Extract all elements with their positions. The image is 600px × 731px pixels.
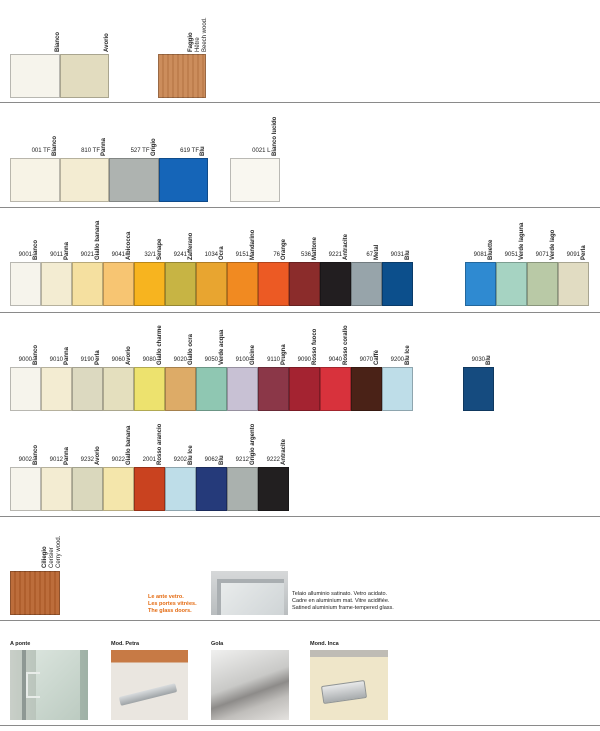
handle-label: Gola [211,641,224,647]
swatch-label: Mattone [312,237,318,260]
swatch-code: 527 TF [130,148,150,154]
swatch-label: Avorio [126,346,132,365]
color-swatch [227,262,258,306]
swatch-label: Giallo charme [157,325,163,365]
swatch-code: 9050 [204,357,218,363]
color-swatch [463,367,494,411]
swatch-label: Blu Ice [188,445,194,465]
swatch-code: 9030 [471,357,485,363]
swatch-code: 9071 [535,252,549,258]
handle-photo-a-ponte [10,650,88,720]
swatch-label: Grigio argento [250,423,256,465]
color-swatch [60,158,110,202]
swatch-label: Cerisier [49,547,55,568]
color-swatch [134,467,165,511]
color-swatch [165,367,196,411]
swatch-label: Zafferano [188,232,194,260]
color-swatch [103,367,134,411]
swatch-code: 9241 [173,252,187,258]
glass-doors-title: Les portes vitrées. [148,601,197,607]
swatch-label: Perla [581,245,587,260]
swatch-code: 9021 [80,252,94,258]
swatch-code: 9190 [80,357,94,363]
swatch-label: Orange [281,238,287,260]
swatch-label: Glicine [250,344,256,365]
glass-doors-title: Le ante vetro. [148,594,184,600]
swatch-label: Albicocca [126,231,132,260]
swatch-label: Verde lago [550,229,556,260]
color-swatch [10,467,41,511]
swatch-label: Rosso corallo [343,325,349,365]
swatch-label: Giallo banana [95,220,101,260]
swatch-label: Panna [64,446,70,465]
color-swatch [289,367,320,411]
swatch-label: Blu [486,355,492,365]
swatch-code: 9091 [566,252,580,258]
color-swatch [60,54,109,98]
swatch-code: 9200 [390,357,404,363]
handle-label: A ponte [10,641,31,647]
swatch-label: Mandarino [250,229,256,260]
color-swatch [558,262,589,306]
swatch-code: 9060 [111,357,125,363]
color-swatch [10,262,41,306]
color-swatch [41,367,72,411]
swatch-label: Antracite [343,233,349,260]
swatch-label: Blu [219,455,225,465]
swatch-code: 536 [300,252,311,258]
color-swatch [10,54,60,98]
swatch-label: Bianco [55,31,61,52]
swatch-code: 9001 [18,252,32,258]
color-swatch [382,367,413,411]
color-swatch [10,367,41,411]
frame-description: Telaio alluminio satinato. Vetro acidato. [292,591,388,597]
swatch-code: 9070 [359,357,373,363]
color-swatch [41,262,72,306]
handle-photo-petra [111,650,188,720]
color-swatch [227,367,258,411]
color-swatch [258,367,289,411]
swatch-label: Rosso arancio [157,423,163,465]
color-swatch [258,467,289,511]
swatch-label: Rosso fuoco [312,328,318,365]
swatch-label: Panna [64,346,70,365]
color-swatch [382,262,413,306]
swatch-code: 76 [273,252,280,258]
swatch-code: 9010 [49,357,63,363]
swatch-label: Panna [64,241,70,260]
swatch-label: Panna [101,137,107,156]
color-swatch [165,467,196,511]
swatch-code: 9062 [204,457,218,463]
color-swatch [227,467,258,511]
swatch-code: 001 TF [31,148,51,154]
swatch-label: Bianco [33,239,39,260]
swatch-code: 9212 [235,457,249,463]
color-swatch [289,262,320,306]
color-swatch [72,467,103,511]
swatch-code: 9031 [390,252,404,258]
swatch-code: 9020 [173,357,187,363]
glass-doors-title: The glass doors. [148,608,192,614]
frame-description: Satined aluminium frame-tempered glass. [292,605,394,611]
handle-label: Mond. Inca [310,641,339,647]
swatch-label: Antracite [281,438,287,465]
color-swatch [165,262,196,306]
wood-swatch [10,571,60,615]
color-swatch [109,158,159,202]
divider [0,620,600,621]
swatch-label: Perla [95,350,101,365]
handle-photo-inca [310,650,388,720]
swatch-code: 1034 [204,252,218,258]
color-swatch [72,262,103,306]
swatch-code: 9011 [50,252,63,258]
swatch-label: Ocra [219,246,225,260]
color-swatch [134,262,165,306]
color-swatch [527,262,558,306]
swatch-code: 9110 [267,357,280,363]
color-swatch [10,158,60,202]
swatch-label: Bianco lucido [271,116,278,156]
handle-label: Mod. Petra [111,641,140,647]
swatch-code: 9000 [18,357,32,363]
color-swatch [196,467,227,511]
swatch-code: 810 TF [81,148,100,154]
frame-description: Cadre en aluminium mat. Vitre acidifiée. [292,598,390,604]
swatch-label: Giallo ocra [188,333,194,365]
divider [0,516,600,517]
color-swatch [41,467,72,511]
color-swatch [159,158,209,202]
color-swatch [72,367,103,411]
color-swatch [351,262,382,306]
swatch-label: Bianco [33,344,39,365]
color-swatch [134,367,165,411]
color-swatch [196,262,227,306]
swatch-code: 9012 [49,457,63,463]
divider [0,207,600,208]
swatch-code: 9232 [80,457,94,463]
color-swatch [103,467,134,511]
swatch-code: 9151 [235,252,249,258]
swatch-label: Senape [157,238,163,260]
swatch-code: 9221 [328,252,342,258]
swatch-label: Hêtre [195,37,201,52]
handle-photo-gola [211,650,289,720]
swatch-label: Faggio [188,32,194,52]
swatch-code: 9222 [266,457,280,463]
color-swatch [465,262,496,306]
swatch-code: 0021 L [252,148,271,154]
color-swatch [230,158,280,202]
swatch-label: Blu Ice [405,345,411,365]
divider [0,312,600,313]
swatch-label: Verde laguna [519,222,525,260]
swatch-label: Grigio [150,138,157,156]
swatch-code: 32/1 [144,252,156,258]
swatch-code: 9081 [473,252,487,258]
swatch-code: 9002 [18,457,32,463]
glass-door-photo [211,571,288,615]
swatch-label: Blu [200,146,206,156]
swatch-code: 67 [366,252,373,258]
swatch-code: 9202 [173,457,187,463]
swatch-label: Giallo banana [126,425,132,465]
swatch-label: Prugna [281,344,287,365]
color-swatch [196,367,227,411]
swatch-label: Cerry wood. [56,535,62,568]
swatch-code: 9100 [235,357,249,363]
swatch-label: Avorio [95,446,101,465]
swatch-label: Bluette [488,239,494,260]
swatch-code: 9041 [111,252,125,258]
swatch-label: Beech wood. [202,17,208,52]
color-swatch [496,262,527,306]
swatch-code: 2001 [142,457,156,463]
color-swatch [320,367,351,411]
swatch-code: 9090 [297,357,311,363]
swatch-code: 619 TF [180,148,199,154]
swatch-label: Caffè [374,349,380,365]
swatch-label: Bianco [51,135,58,156]
swatch-code: 9051 [504,252,518,258]
swatch-label: Ciliegio [42,546,48,568]
color-swatch [351,367,382,411]
wood-swatch [158,54,206,98]
color-swatch [320,262,351,306]
swatch-label: Verde acqua [219,329,225,365]
divider [0,102,600,103]
divider [0,725,600,726]
swatch-label: Metal [374,244,380,260]
swatch-code: 9022 [111,457,125,463]
swatch-code: 9040 [328,357,342,363]
swatch-code: 9080 [142,357,156,363]
color-swatch [103,262,134,306]
swatch-label: Blu [405,250,411,260]
color-swatch [258,262,289,306]
swatch-label: Avorio [104,33,110,52]
swatch-label: Bianco [33,444,39,465]
